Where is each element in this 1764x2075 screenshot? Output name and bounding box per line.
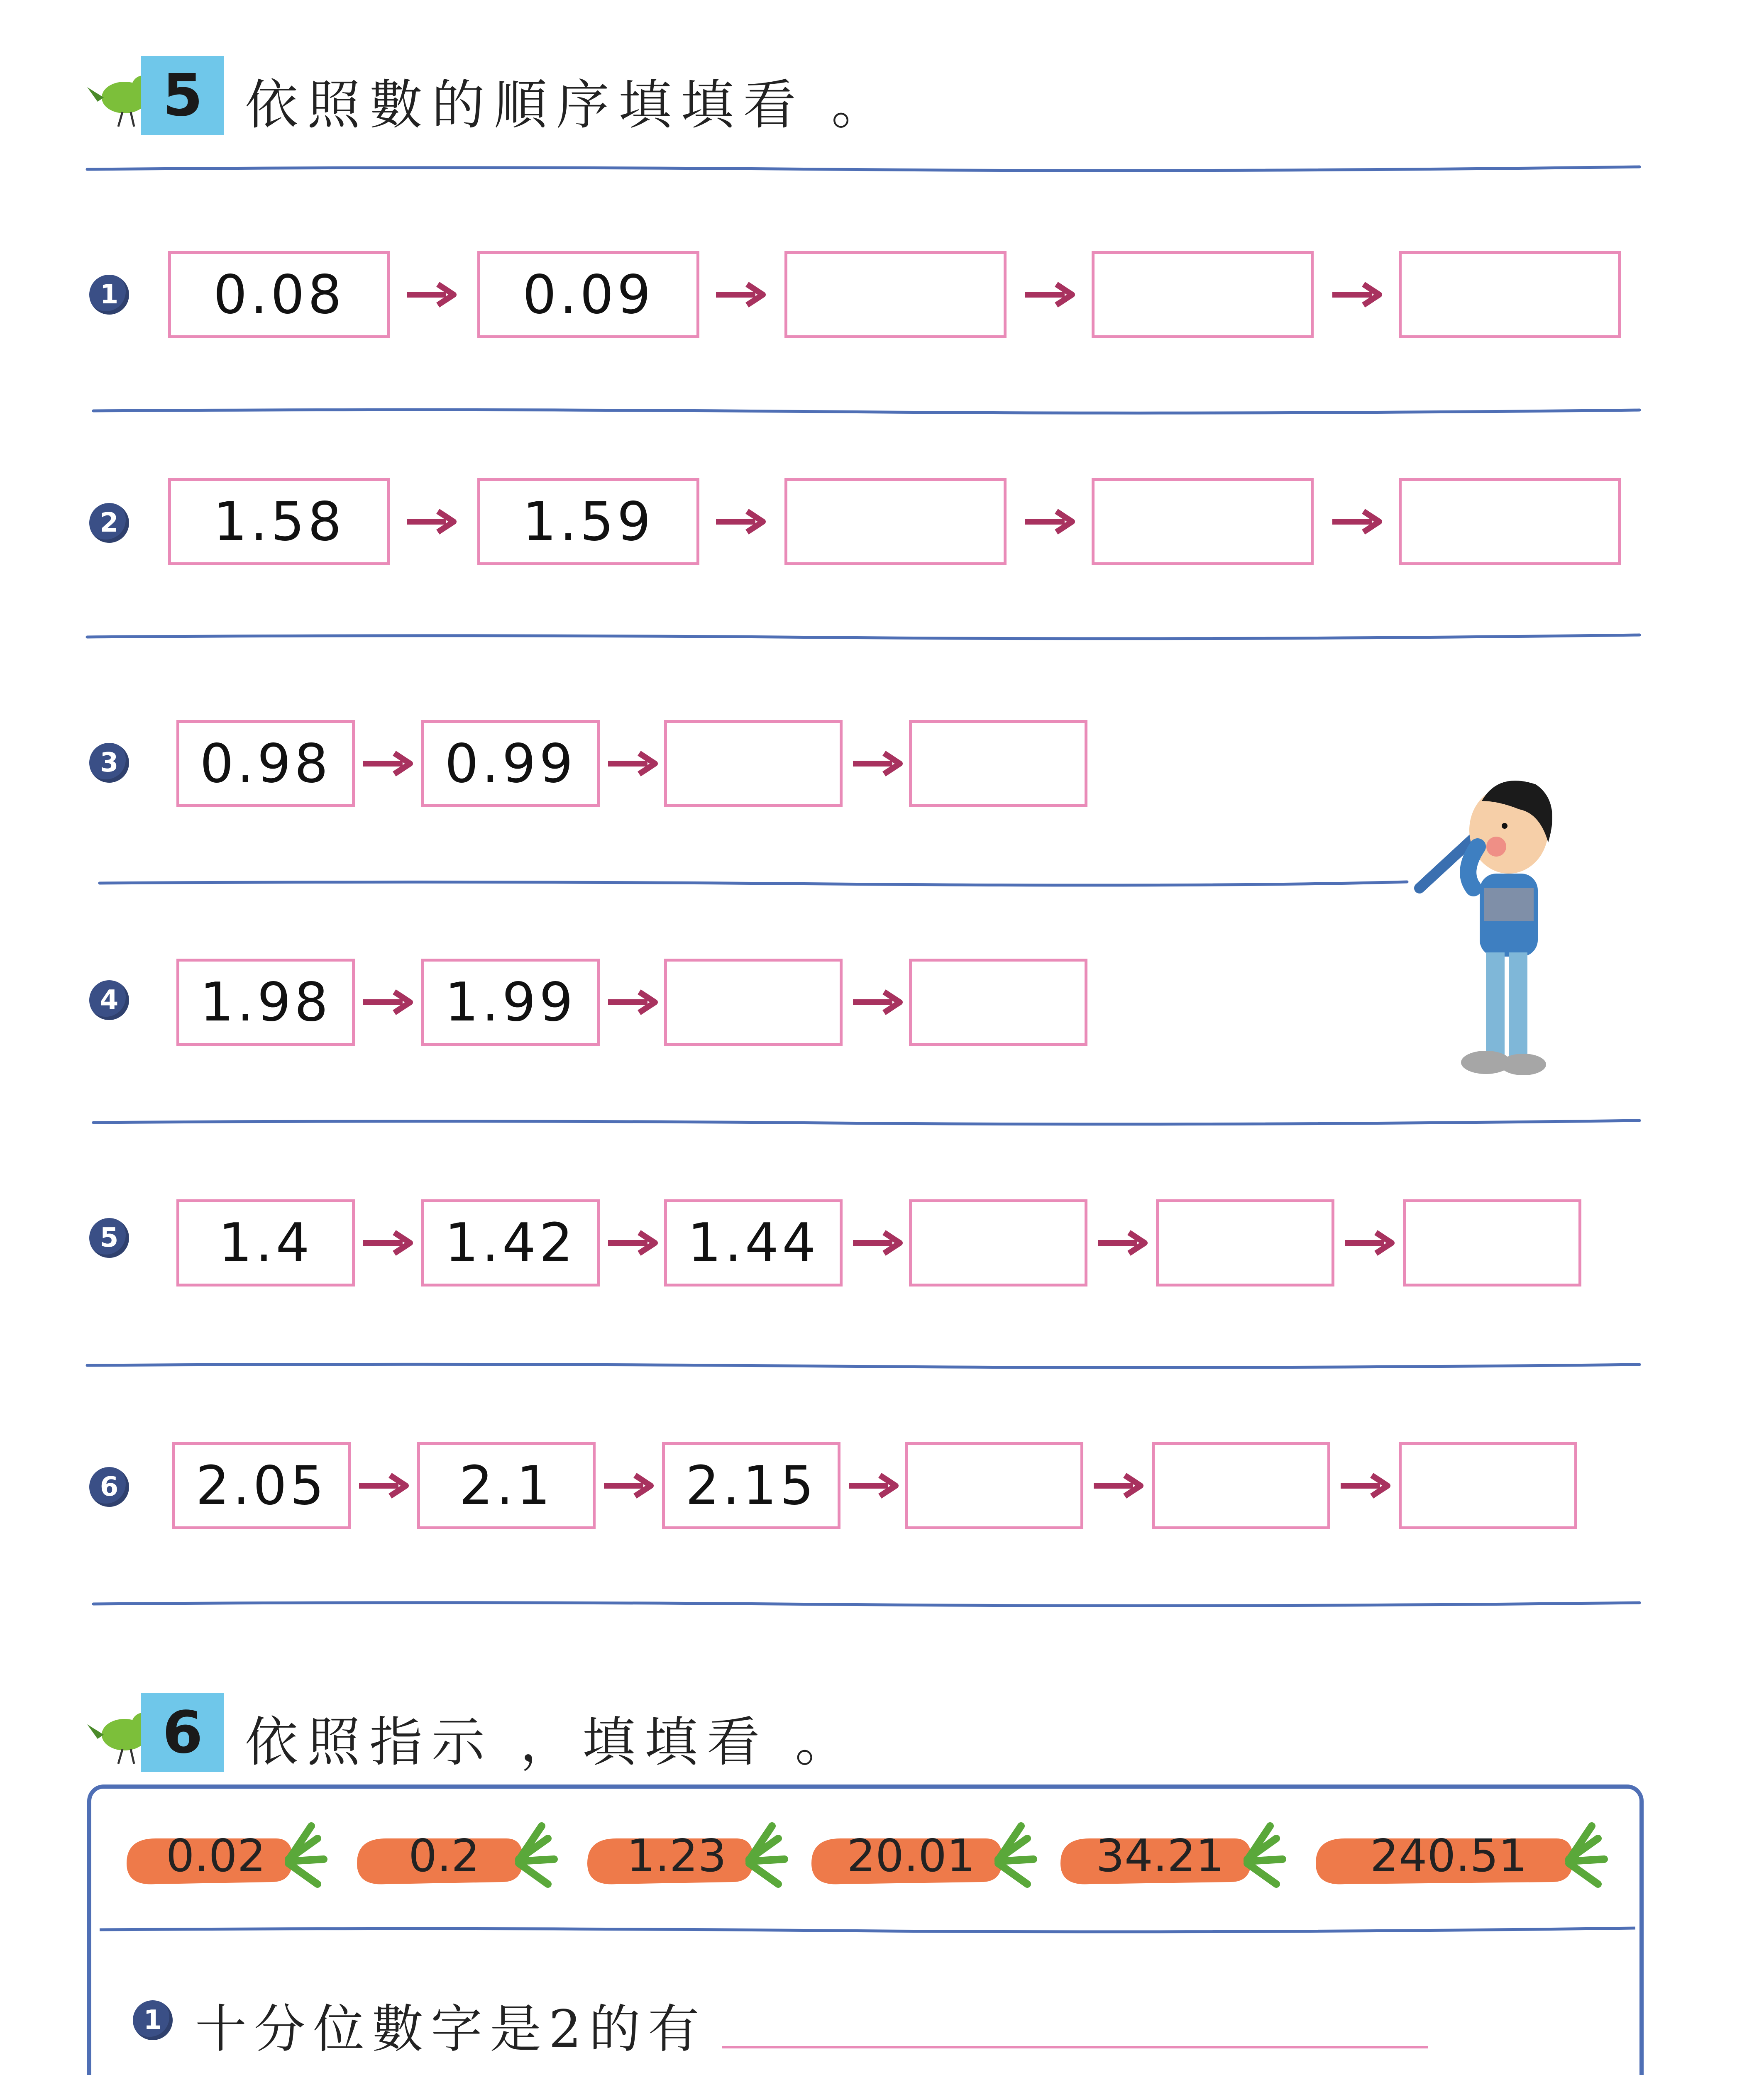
carrot-label: 34.21 <box>1096 1830 1224 1882</box>
section6-title: 依照指示 ，填填看 。 <box>245 1711 858 1773</box>
answer-box[interactable] <box>1403 1199 1581 1286</box>
sequence-box: 0.98 <box>176 720 355 807</box>
arrow-icon <box>606 1228 660 1257</box>
sequence-box: 2.15 <box>662 1442 840 1529</box>
sequence-box: 0.09 <box>477 251 699 338</box>
answer-box[interactable] <box>784 251 1007 338</box>
answer-box[interactable] <box>1399 478 1621 565</box>
answer-box[interactable] <box>664 959 843 1046</box>
section5-title: 依照數的順序填填看 。 <box>245 74 894 136</box>
answer-box[interactable] <box>909 1199 1087 1286</box>
sequence-box: 1.44 <box>664 1199 843 1286</box>
answer-box[interactable] <box>1092 251 1314 338</box>
arrow-icon <box>361 1228 415 1257</box>
sequence-box: 0.08 <box>168 251 390 338</box>
answer-box[interactable] <box>1152 1442 1330 1529</box>
arrow-icon <box>714 280 768 309</box>
row-badge-6: 6 <box>89 1467 129 1507</box>
sequence-box: 1.42 <box>421 1199 600 1286</box>
answer-box[interactable] <box>905 1442 1083 1529</box>
row-badge-3: 3 <box>89 743 129 783</box>
sequence-box: 0.99 <box>421 720 600 807</box>
arrow-icon <box>405 507 459 536</box>
arrow-icon <box>1023 280 1077 309</box>
arrow-icon <box>847 1471 901 1500</box>
carrot-label: 0.02 <box>166 1830 266 1882</box>
sequence-box: 1.99 <box>421 959 600 1046</box>
question-number-6: 6 <box>141 1693 224 1772</box>
sequence-box: 1.98 <box>176 959 355 1046</box>
sequence-box: 1.59 <box>477 478 699 565</box>
question-1-text: 十分位數字是2的有 <box>195 1999 707 2059</box>
answer-box[interactable] <box>1399 1442 1577 1529</box>
arrow-icon <box>851 988 905 1017</box>
arrow-icon <box>851 749 905 778</box>
question-number-5: 5 <box>141 56 224 135</box>
arrow-icon <box>1339 1471 1393 1500</box>
answer-box[interactable] <box>784 478 1007 565</box>
arrow-icon <box>1092 1471 1146 1500</box>
arrow-icon <box>1023 507 1077 536</box>
arrow-icon <box>1330 507 1384 536</box>
arrow-icon <box>361 988 415 1017</box>
arrow-icon <box>361 749 415 778</box>
answer-box[interactable] <box>909 720 1087 807</box>
arrow-icon <box>714 507 768 536</box>
answer-box[interactable] <box>664 720 843 807</box>
arrow-icon <box>851 1228 905 1257</box>
carrot-label: 1.23 <box>626 1830 727 1882</box>
row-badge-5: 5 <box>89 1218 129 1258</box>
arrow-icon <box>606 988 660 1017</box>
answer-box[interactable] <box>1399 251 1621 338</box>
row-badge-1: 1 <box>89 275 129 315</box>
carrot-label: 0.2 <box>408 1830 480 1882</box>
arrow-icon <box>606 749 660 778</box>
arrow-icon <box>1330 280 1384 309</box>
arrow-icon <box>405 280 459 309</box>
answer-line-1[interactable] <box>722 2046 1428 2048</box>
answer-box[interactable] <box>1156 1199 1334 1286</box>
arrow-icon <box>602 1471 656 1500</box>
answer-box[interactable] <box>909 959 1087 1046</box>
row-badge-2: 2 <box>89 503 129 543</box>
carrot-label: 240.51 <box>1370 1830 1527 1882</box>
sequence-box: 1.4 <box>176 1199 355 1286</box>
sequence-box: 2.1 <box>417 1442 596 1529</box>
sequence-box: 2.05 <box>172 1442 351 1529</box>
carrot-label: 20.01 <box>847 1830 975 1882</box>
arrow-icon <box>357 1471 411 1500</box>
question-badge-1: 1 <box>133 2000 173 2040</box>
arrow-icon <box>1096 1228 1150 1257</box>
arrow-icon <box>1343 1228 1397 1257</box>
sequence-box: 1.58 <box>168 478 390 565</box>
answer-box[interactable] <box>1092 478 1314 565</box>
boy-illustration <box>1403 764 1569 1087</box>
row-badge-4: 4 <box>89 980 129 1020</box>
